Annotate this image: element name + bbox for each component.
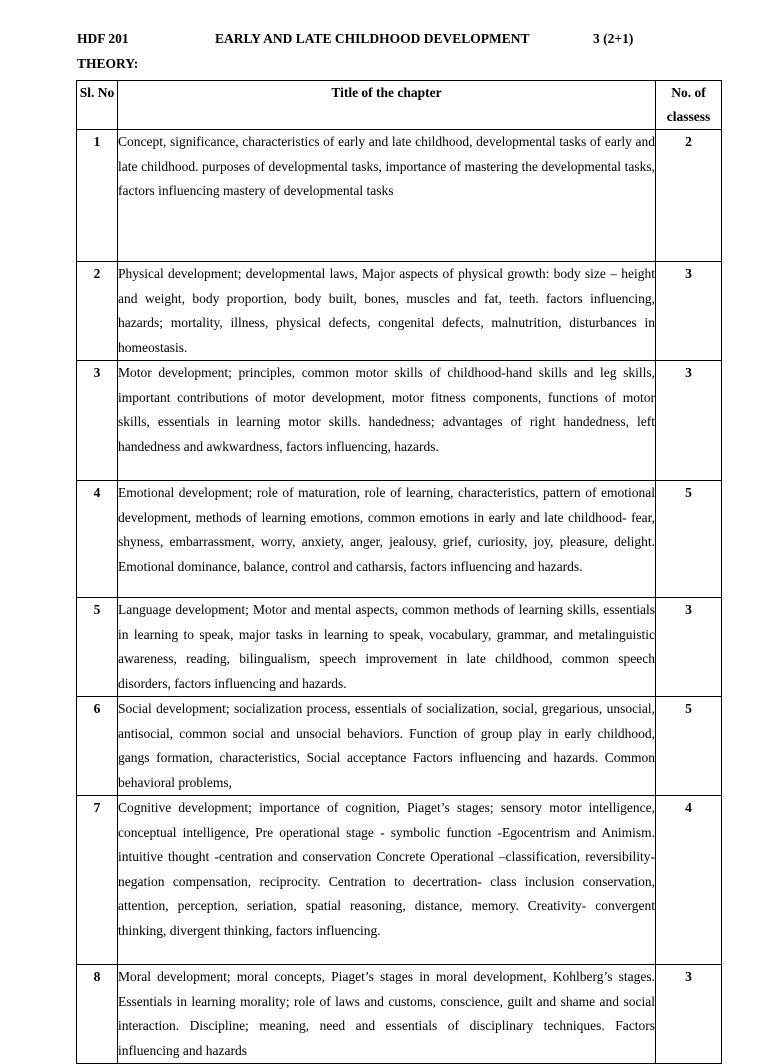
syllabus-table	[76, 80, 722, 1064]
row-topic: Cognitive development; importance of cognition, Piaget’s stages; sensory motor intelligence, conceptual intelligence, Pre operational stage - symbolic function -Egocentrism and Animism. intuitive thought -centration and conservation Concrete Operational –classification, reversibility- negation compensation, reciprocity. Centration to decertration- class inclusion conservation, attention, perception, seriation, spatial reasoning, distance, memory. Creativity- convergent thinking, divergent thinking, factors influencing.	[118, 796, 656, 965]
row-classes: 5	[656, 697, 722, 796]
row-number: 3	[77, 361, 118, 481]
row-number: 4	[77, 481, 118, 598]
row-topic: Social development; socialization process, essentials of socialization, social, gregarious, unsocial, antisocial, common social and unsocial behaviors. Function of group play in early childhood, gangs formation, characteristics, Social acceptance Factors influencing and hazards. Common behavioral problems,	[118, 697, 656, 796]
table-header-row	[77, 81, 722, 130]
section-label: THEORY:	[77, 56, 139, 71]
table-row	[77, 481, 722, 598]
row-number: 6	[77, 697, 118, 796]
course-title: EARLY AND LATE CHILDHOOD DEVELOPMENT	[215, 31, 530, 46]
table-row	[77, 361, 722, 481]
column-header-sl-no: Sl. No	[77, 81, 118, 130]
row-number: 2	[77, 262, 118, 361]
course-code: HDF 201	[77, 31, 129, 46]
row-topic: Language development; Motor and mental aspects, common methods of learning skills, essentials in learning to speak, major tasks in learning to speak, vocabulary, grammar, and metalinguistic awareness, reading, bilingualism, speech improvement in late childhood, common speech disorders, factors influencing and hazards.	[118, 598, 656, 697]
row-topic: Moral development; moral concepts, Piaget’s stages in moral development, Kohlberg’s stages. Essentials in learning morality; role of laws and customs, conscience, guilt and shame and social interaction. Discipline; meaning, need and essentials of disciplinary techniques. Factors influencing and hazards	[118, 965, 656, 1064]
row-topic: Motor development; principles, common motor skills of childhood-hand skills and leg skills, important contributions of motor development, motor fitness components, functions of motor skills, essentials in learning motor skills. handedness; advantages of right handedness, left handedness and awkwardness, factors influencing, hazards.	[118, 361, 656, 481]
row-number: 1	[77, 130, 118, 262]
table-row	[77, 965, 722, 1064]
row-topic: Emotional development; role of maturation, role of learning, characteristics, pattern of emotional development, methods of learning emotions, common emotions in early and late childhood- fear, shyness, embarrassment, worry, anxiety, anger, jealousy, grief, curiosity, joy, pleasure, delight. Emotional dominance, balance, control and catharsis, factors influencing and hazards.	[118, 481, 656, 598]
row-number: 7	[77, 796, 118, 965]
table-row	[77, 262, 722, 361]
table-row	[77, 130, 722, 262]
row-topic: Concept, significance, characteristics of early and late childhood, developmental tasks of early and late childhood. purposes of developmental tasks, importance of mastering the developmental tasks, factors influencing mastery of developmental tasks	[118, 130, 656, 262]
table-row	[77, 598, 722, 697]
table-row	[77, 796, 722, 965]
row-classes: 3	[656, 361, 722, 481]
table-row	[77, 697, 722, 796]
column-header-title: Title of the chapter	[118, 81, 656, 130]
row-classes: 4	[656, 796, 722, 965]
course-credits: 3 (2+1)	[593, 31, 634, 46]
row-number: 5	[77, 598, 118, 697]
row-classes: 5	[656, 481, 722, 598]
row-classes: 3	[656, 598, 722, 697]
row-classes: 2	[656, 130, 722, 262]
column-header-classes: No. of classess	[656, 81, 722, 130]
course-header	[77, 31, 668, 51]
row-classes: 3	[656, 965, 722, 1064]
row-topic: Physical development; developmental laws, Major aspects of physical growth: body size – height and weight, body proportion, body built, bones, muscles and fat, teeth. factors influencing, hazards; mortality, illness, physical defects, congenital defects, malnutrition, disturbances in homeostasis.	[118, 262, 656, 361]
row-classes: 3	[656, 262, 722, 361]
row-number: 8	[77, 965, 118, 1064]
